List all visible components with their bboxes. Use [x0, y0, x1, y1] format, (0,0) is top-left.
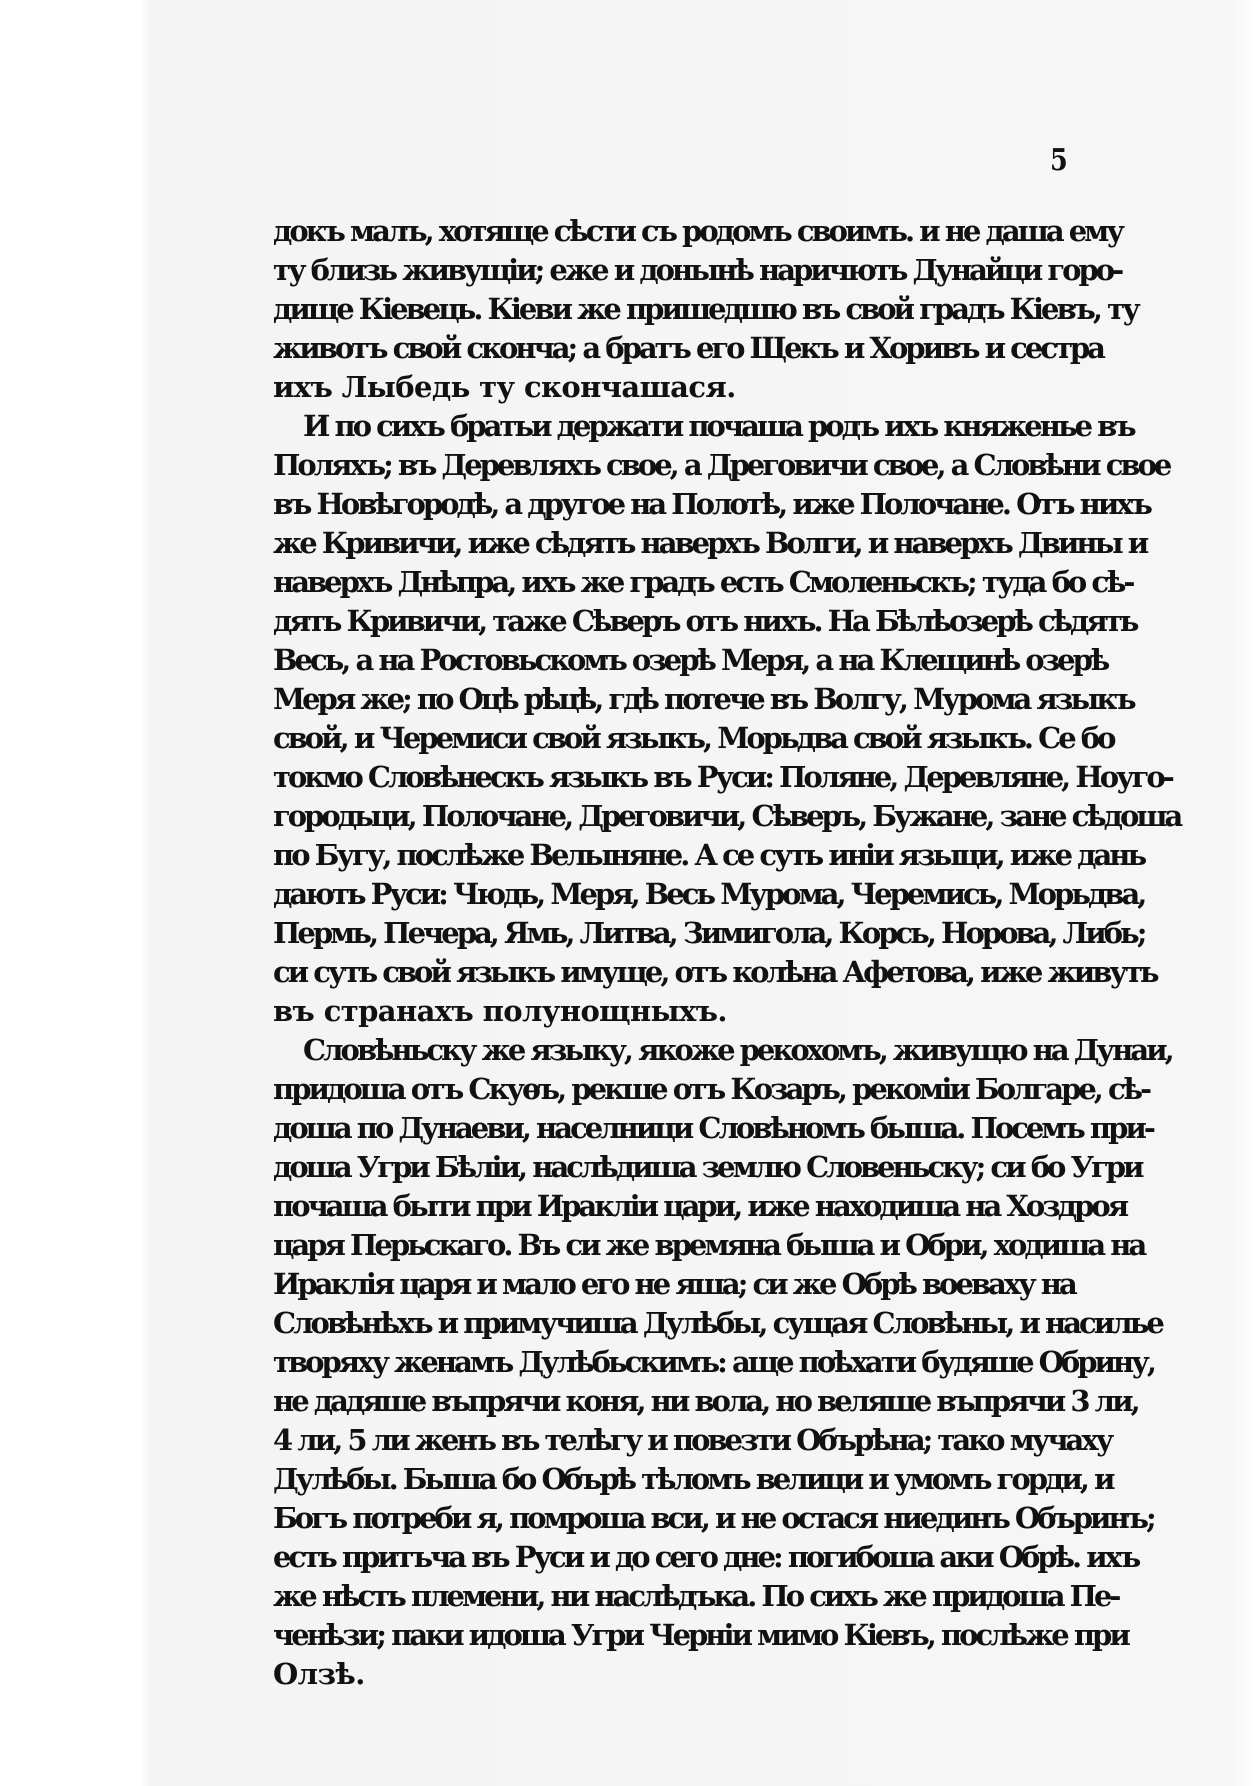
text-line: си суть свой языкъ имуще, отъ колѣна Афетова, иже живуть: [273, 955, 1157, 989]
text-line: дають Руси: Чюдь, Меря, Весь Мурома, Черемись, Морьдва,: [273, 877, 1145, 911]
text-line: наверхъ Днѣпра, ихъ же градъ есть Смоленьскъ; туда бо сѣ-: [273, 565, 1133, 599]
text-line: Весь, а на Ростовьскомъ озерѣ Меря, а на Клещинѣ озерѣ: [273, 643, 1108, 677]
text-line: Ираклія царя и мало его не яша; си же Обрѣ воеваху на: [273, 1267, 1075, 1301]
text-line: по Бугу, послѣже Велыняне. А се суть иніи языци, иже дань: [273, 838, 1145, 872]
text-line: придоша отъ Скуѳъ, рекше отъ Козаръ, рекоміи Болгаре, сѣ-: [273, 1072, 1150, 1106]
text-line: животъ свой сконча; а братъ его Щекъ и Хоривъ и сестра: [273, 331, 1103, 365]
text-line: въ Новѣгородѣ, а другое на Полотѣ, иже Полочане. Отъ нихъ: [273, 487, 1150, 521]
text-line: же Кривичи, иже сѣдять наверхъ Волги, и наверхъ Двины и: [273, 526, 1147, 560]
body-text: [273, 212, 1181, 1694]
text-line: Пермь, Печера, Ямь, Литва, Зимигола, Корсь, Норова, Либь;: [273, 916, 1145, 950]
text-line: И по сихъ братьи держати почаша родъ ихъ княженье въ: [303, 409, 1134, 443]
text-line: ихъ Лыбедь ту скончашася.: [273, 370, 736, 404]
text-line: ту близь живущіи; еже и донынѣ наричють Дунайци горо-: [273, 253, 1122, 287]
text-line: дище Кіевець. Кіеви же пришедшю въ свой градъ Кіевъ, ту: [273, 292, 1138, 326]
text-line: токмо Словѣнескъ языкъ въ Руси: Поляне, Деревляне, Ноуго-: [273, 760, 1172, 794]
text-line: Словѣнѣхъ и примучиша Дулѣбы, сущая Словѣны, и насилье: [273, 1306, 1162, 1340]
text-line: Олзѣ.: [273, 1657, 365, 1691]
text-line: въ странахъ полунощныхъ.: [273, 994, 727, 1028]
text-line: Словѣньску же языку, якоже рекохомъ, живущю на Дунаи,: [303, 1033, 1172, 1067]
text-line: доша Угри Бѣліи, наслѣдиша землю Словеньску; си бо Угри: [273, 1150, 1142, 1184]
text-line: доша по Дунаеви, населници Словѣномъ быша. Посемъ при-: [273, 1111, 1153, 1145]
text-line: свой, и Черемиси свой языкъ, Морьдва свой языкъ. Се бо: [273, 721, 1114, 755]
text-line: творяху женамъ Дулѣбьскимъ: аще поѣхати будяше Обрину,: [273, 1345, 1154, 1379]
text-line: не дадяше въпрячи коня, ни вола, но веляше въпрячи 3 ли,: [273, 1384, 1138, 1418]
text-line: ченѣзи; паки идоша Угри Черніи мимо Кіевъ, послѣже при: [273, 1618, 1128, 1652]
text-line: Поляхъ; въ Деревляхъ свое, а Дреговичи свое, а Словѣни свое: [273, 448, 1170, 482]
text-line: дять Кривичи, таже Сѣверъ отъ нихъ. На Бѣлѣозерѣ сѣдять: [273, 604, 1137, 638]
text-line: Меря же; по Оцѣ рѣцѣ, гдѣ потече въ Волгу, Мурома языкъ: [273, 682, 1134, 716]
paragraph-2: [273, 407, 1181, 1031]
text-line: есть притъча въ Руси и до сего дне: погибоша аки Обрѣ. ихъ: [273, 1540, 1139, 1574]
text-line: же нѣсть племени, ни наслѣдъка. По сихъ же придоша Пе-: [273, 1579, 1119, 1613]
text-line: докъ малъ, хотяще сѣсти съ родомъ своимъ. и не даша ему: [273, 214, 1122, 248]
text-line: почаша быти при Иракліи цари, иже находиша на Хоздроя: [273, 1189, 1127, 1223]
text-line: царя Перьскаго. Въ си же времяна быша и Обри, ходиша на: [273, 1228, 1145, 1262]
paragraph-3: [273, 1031, 1172, 1694]
text-line: городьци, Полочане, Дреговичи, Сѣверъ, Бужане, зане сѣдоша: [273, 799, 1181, 833]
text-line: Богъ потреби я, помроша вси, и не остася ниединъ Объринъ;: [273, 1501, 1154, 1535]
text-line: 4 ли, 5 ли женъ въ телѣгу и повезти Обърѣна; тако мучаху: [273, 1423, 1112, 1457]
paragraph-1: [273, 212, 1138, 407]
text-line: Дулѣбы. Быша бо Обърѣ тѣломъ велици и умомъ горди, и: [273, 1462, 1113, 1496]
page-number: 5: [1050, 143, 1068, 178]
